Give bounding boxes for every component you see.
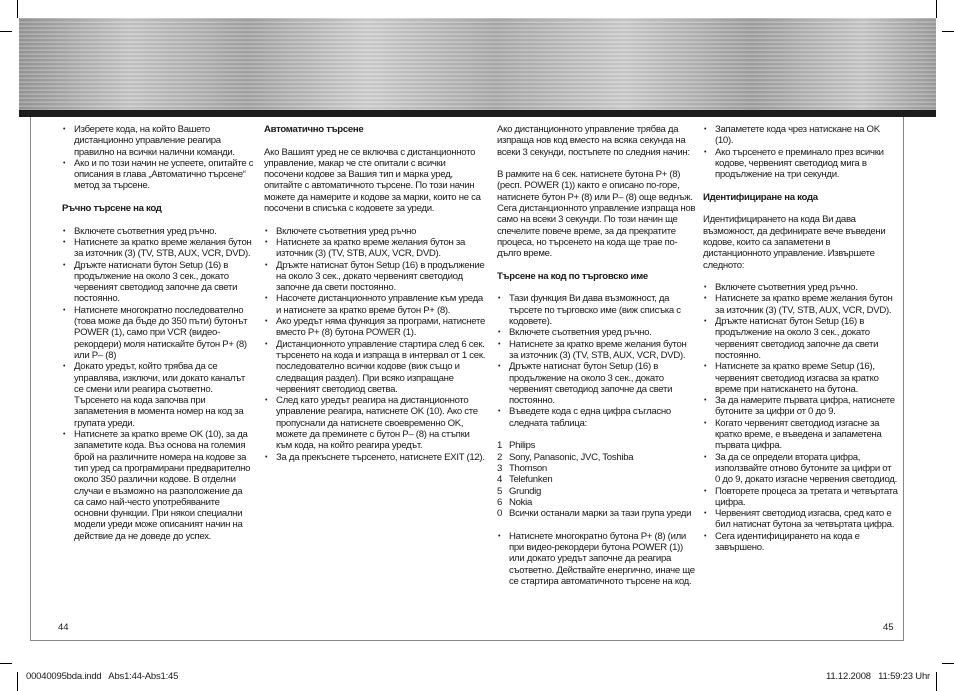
page-number-right: 45 <box>883 622 894 633</box>
crop-mark <box>936 0 937 18</box>
crop-mark <box>942 31 954 32</box>
section-heading: Търсене на код по търговско име <box>497 270 648 282</box>
crop-mark <box>942 663 954 664</box>
column-3 <box>497 124 697 598</box>
list-item: • Дръжте натиснат бутон Setup (16) в продължение на около 3 сек., докато червеният светодиод започне да свети постоянно. <box>703 316 898 361</box>
list-item: • Насочете дистанционното управление към уреда и натиснете за кратко време бутон P+ (8). <box>264 293 486 316</box>
list-item: • Когато червеният светодиод изгасне за кратко време, е въведена и запаметена първата цифра. <box>703 418 898 452</box>
paragraph: Ако Вашият уред не се включва с дистанционното управление, макар че сте опитали с всички посочени кодове за Вашия тип и марка уред, опитайте с автоматичното търсене. По този начин можете да намерите и кодове за марки, които не са посочени в списъка с кодовете за уреди. <box>264 146 481 215</box>
list-item: • Натиснете многократно бутона P+ (8) (или при видео-рекордери бутона POWER (1)) или докато уредът започне да реагира съответно. Действайте енергично, иначе ще се стартира автоматичното търсене на код. <box>497 531 697 587</box>
brand-names: Telefunken <box>509 474 553 486</box>
table-row <box>497 497 697 508</box>
list-item: • Включете съответния уред ръчно <box>264 226 486 237</box>
list-item: • Докато уредът, който трябва да се управлява, изключи, или докато каналът се смени или реагира съответно. Търсенето на кода започва при запаметения в момента номер на код за групата уреди. <box>62 361 254 429</box>
brand-names: Thomson <box>509 462 547 474</box>
list-item: • Натиснете за кратко време желания бутон за източник (3) (TV, STB, AUX, VCR, DVD). <box>703 293 898 316</box>
table-row <box>497 508 697 519</box>
brand-names: Sony, Panasonic, JVC, Toshiba <box>509 451 634 463</box>
code-digit: 0 <box>497 508 503 520</box>
list-item: • За да намерите първата цифра, натиснете бутоните за цифри от 0 до 9. <box>703 395 898 418</box>
section-heading: Идентифициране на кода <box>703 191 818 203</box>
paragraph: Ако дистанционното управление трябва да изпраща нов код вместо на всяка секунда на всеки 3 секунди, постъпете по следния начин: <box>497 124 690 158</box>
list-item: • Включете съответния уред ръчно. <box>703 282 898 293</box>
crop-mark <box>0 663 12 664</box>
crop-mark <box>0 31 12 32</box>
bullet-list <box>62 226 254 542</box>
footer-filename: 00040095bda.indd Abs1:44-Abs1:45 <box>26 671 179 682</box>
brand-names: Nokia <box>509 496 533 508</box>
list-item: • Запаметете кода чрез натискане на OK (10). <box>703 124 898 147</box>
bullet-list <box>497 293 697 429</box>
code-table <box>497 440 697 519</box>
paragraph: Идентифицирането на кода Ви дава възможност, да дефинирате вече въведени кодове, които са запаметени в дистанционното управление. Извършете следното: <box>703 214 886 271</box>
crop-mark <box>17 0 18 18</box>
list-item: • Изберете кода, на който Вашето дистанционно управление реагира правилно на всички налични команди. <box>62 124 254 158</box>
code-digit: 1 <box>497 440 503 452</box>
list-item: • Въведете кода с една цифра съгласно следната таблица: <box>497 406 697 429</box>
section-heading: Ръчно търсене на код <box>62 203 162 215</box>
list-item: • Натиснете за кратко време желания бутон за източник (3) (TV, STB, AUX, VCR, DVD). <box>62 237 254 260</box>
code-digit: 2 <box>497 451 503 463</box>
list-item: • Сега идентифицирането на кода е завършено. <box>703 531 898 554</box>
page-number-left: 44 <box>58 622 69 633</box>
crop-mark <box>936 672 937 691</box>
section-heading: Автоматично търсене <box>264 124 364 135</box>
table-row <box>497 452 697 463</box>
list-item: • Натиснете многократно последователно (това може да бъде до 350 пъти) бутонът POWER (1), само при VCR (видео-рекордери) моля натискайте бутон P+ (8) или P– (8) <box>62 305 254 361</box>
brand-names: Grundig <box>509 485 542 497</box>
table-row <box>497 463 697 474</box>
list-item: • Натиснете за кратко време желания бутон за източник (3) (TV, STB, AUX, VCR, DVD). <box>264 237 486 260</box>
list-item: • Дръжте натиснати бутон Setup (16) в продължение на около 3 сек., докато червеният светодиод започне да свети постоянно. <box>62 260 254 305</box>
list-item: • Тази функция Ви дава възможност, да търсете по търговско име (виж списъка с кодовете). <box>497 293 697 327</box>
table-row <box>497 474 697 485</box>
header-rule <box>19 110 936 117</box>
column-4 <box>703 124 898 565</box>
bullet-list <box>62 124 254 192</box>
code-digit: 5 <box>497 485 503 497</box>
column-1 <box>62 124 254 553</box>
code-digit: 6 <box>497 496 503 508</box>
list-item: • Включете съответния уред ръчно. <box>62 226 254 237</box>
list-item: • Ако и по този начин не успеете, опитайте с описания в глава „Автоматично търсене“ метод за търсене. <box>62 158 254 192</box>
list-item: • След като уредът реагира на дистанционното управление реагира, натиснете OK (10). Ако сте пропуснали да натиснете своевременно OK, можете да преминете с бутон P– (8) на стъпки към кода, на който реагира уредът. <box>264 395 486 451</box>
paragraph: В рамките на 6 сек. натиснете бутона P+ (8) (респ. POWER (1)) както е описано по-горе, натиснете бутон P+ (8) или P– (8) още веднъж. Сега дистанционното управление изпраща нов само на всеки 3 секунди. По този начин ще спечелите повече време, за да прекратите процеса, но търсенето на кода ще трае по-дълго време. <box>497 169 696 260</box>
list-item: • Повторете процеса за третата и четвъртата цифра. <box>703 486 898 509</box>
header-banner <box>19 18 936 110</box>
code-digit: 3 <box>497 462 503 474</box>
footer-timestamp: 11.12.2008 11:59:23 Uhr <box>826 671 930 682</box>
bullet-list <box>497 531 697 587</box>
list-item: • Натиснете за кратко време OK (10), за да запаметите кода. Въз основа на големия брой на различните номера на кодове за тип уред са програмирани предварително около 350 различни кодове. В отделни случаи е възможно на разположение да са само най-често употребяваните основни функции. При някои специални модели уреди може описаният начин на действие да не доведе до успех. <box>62 429 254 542</box>
bullet-list <box>264 226 486 463</box>
list-item: • За да се определи втората цифра, използвайте отново бутоните за цифри от 0 до 9, докато изгасне червения светодиод. <box>703 452 898 486</box>
bullet-list <box>703 124 898 180</box>
list-item: • Натиснете за кратко време желания бутон за източник (3) (TV, STB, AUX, VCR, DVD). <box>497 339 697 362</box>
table-row <box>497 486 697 497</box>
list-item: • Дистанционното управление стартира след 6 сек. търсенето на кода и изпраща в интервал от 1 сек. последователно всички кодове (виж също и следващия раздел). При всяко изпращане червеният светодиод светва. <box>264 339 486 395</box>
list-item: • Натиснете за кратко време Setup (16), червеният светодиод изгасва за кратко време при натискането на бутона. <box>703 361 898 395</box>
list-item: • Дръжте натиснат бутон Setup (16) в продължение на около 3 сек., докато червеният светодиод започне да свети постоянно. <box>264 260 486 294</box>
bullet-list <box>703 282 898 553</box>
brand-names: Всички останали марки за тази група уреди <box>509 508 692 520</box>
crop-mark <box>17 672 18 691</box>
code-digit: 4 <box>497 474 503 486</box>
list-item: • За да прекъснете търсенето, натиснете EXIT (12). <box>264 452 486 463</box>
list-item: • Дръжте натиснат бутон Setup (16) в продължение на около 3 сек., докато червеният светодиод започне да свети постоянно. <box>497 361 697 406</box>
list-item: • Включете съответния уред ръчно. <box>497 327 697 338</box>
list-item: • Червеният светодиод изгасва, сред като е бил натиснат бутона за четвъртата цифра. <box>703 508 898 531</box>
table-row <box>497 440 697 451</box>
list-item: • Ако търсенето е преминало през всички кодове, червеният светодиод мига в продължение на три секунди. <box>703 147 898 181</box>
list-item: • Ако уредът няма функция за програми, натиснете вместо P+ (8) бутона POWER (1). <box>264 316 486 339</box>
brand-names: Philips <box>509 440 536 452</box>
column-2 <box>264 124 486 474</box>
